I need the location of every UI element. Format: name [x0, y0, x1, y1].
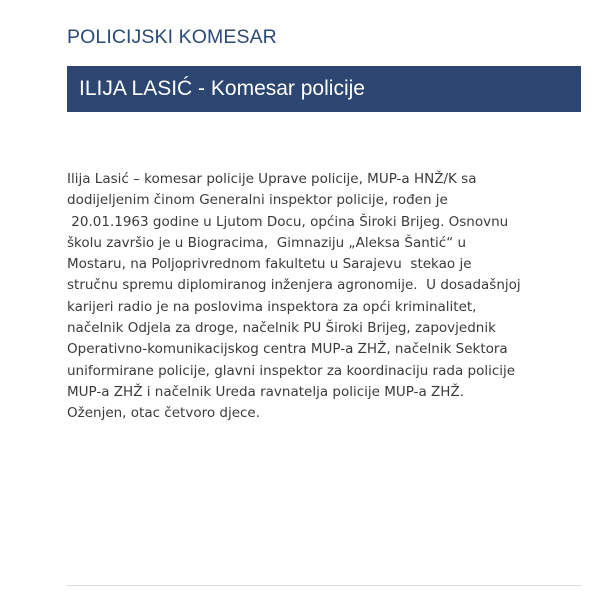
- person-name-title: ILIJA LASIĆ - Komesar policije: [79, 77, 365, 100]
- bio-line: 20.01.1963 godine u Ljutom Docu, općina Široki Brijeg. Osnovnu: [67, 213, 509, 230]
- bio-line: Mostaru, na Poljoprivrednom fakultetu u Sarajevu stekao je: [67, 256, 472, 273]
- bio-line: MUP-a ZHŽ i načelnik Ureda ravnatelja policije MUP-a ZHŽ.: [67, 383, 464, 400]
- name-banner: [67, 66, 581, 112]
- bio-line: stručnu spremu diplomiranog inženjera agronomije. U dosadašnjoj: [67, 277, 521, 294]
- biography-text: [67, 169, 577, 425]
- bio-line: karijeri radio je na poslovima inspektora za opći kriminalitet,: [67, 298, 477, 315]
- bio-line: školu završio je u Biogracima, Gimnaziju „Aleksa Šantić“ u: [67, 234, 467, 251]
- bio-line: Oženjen, otac četvoro djece.: [67, 405, 261, 422]
- section-title: POLICIJSKI KOMESAR: [67, 26, 277, 48]
- bio-line: dodijeljenim činom Generalni inspektor policije, rođen je: [67, 192, 448, 209]
- bio-line: uniformirane policije, glavni inspektor za koordinaciju rada policije: [67, 362, 516, 379]
- bio-line: Ilija Lasić – komesar policije Uprave policije, MUP-a HNŽ/K sa: [67, 171, 477, 187]
- bio-line: Operativno-komunikacijskog centra MUP-a ZHŽ, načelnik Sektora: [67, 341, 508, 358]
- bio-line: načelnik Odjela za droge, načelnik PU Široki Brijeg, zapovjednik: [67, 320, 496, 337]
- bottom-divider: [67, 585, 581, 586]
